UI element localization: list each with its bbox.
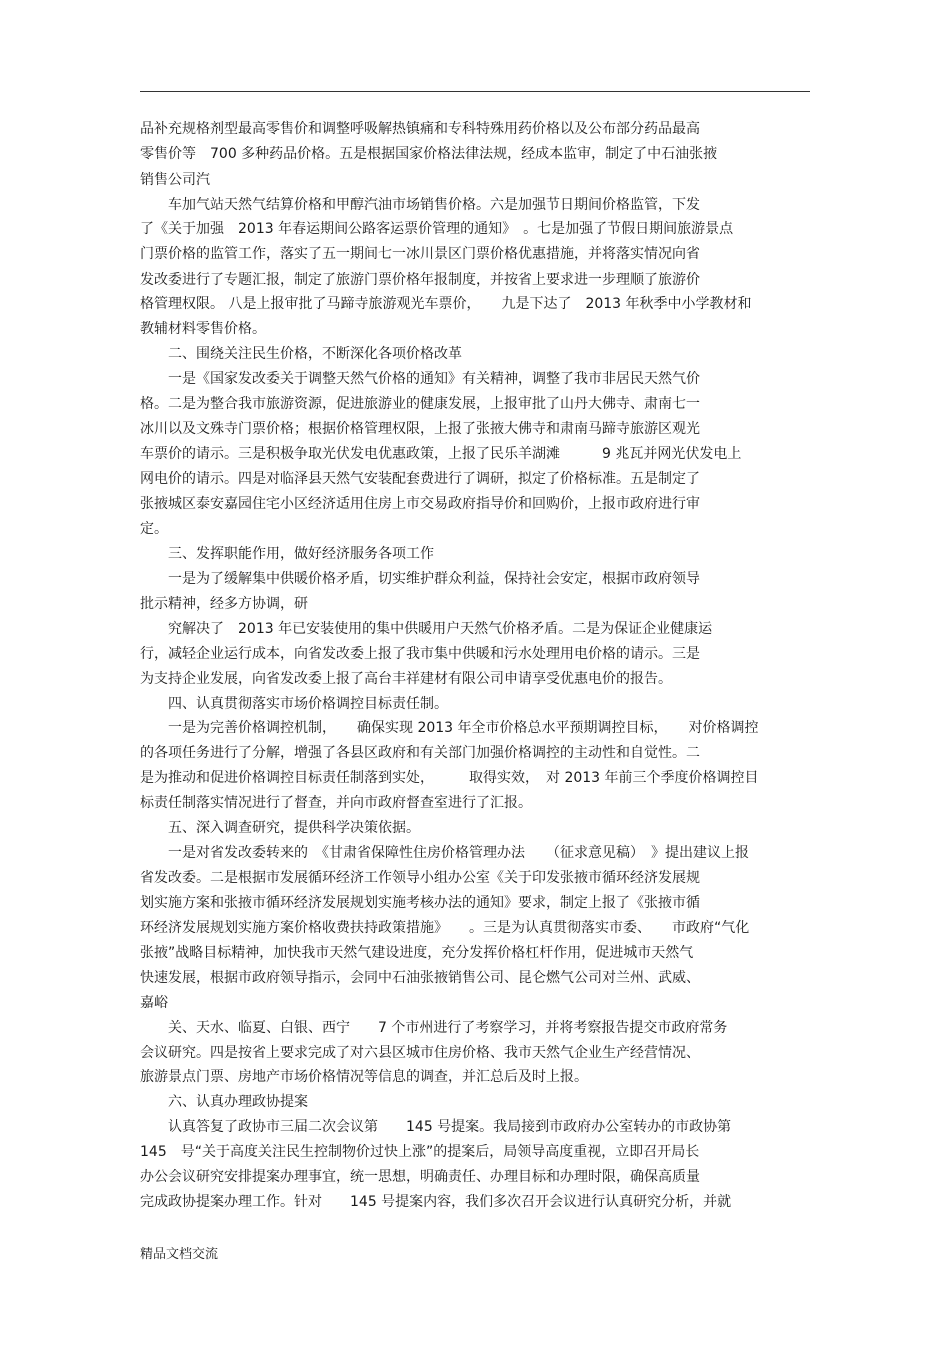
text-line: 究解决了 2013 年已安装使用的集中供暖用户天然气价格矛盾。二是为保证企业健康运: [168, 621, 713, 637]
text-line: 标责任制落实情况进行了督查，并向市政府督查室进行了汇报。: [140, 795, 532, 811]
text-line: 张掖”战略目标精神，加快我市天然气建设进度，充分发挥价格杠杆作用，促进城市天然气: [140, 945, 694, 961]
text-line: 会议研究。四是按省上要求完成了对六县区城市住房价格、我市天然气企业生产经营情况、: [140, 1045, 700, 1061]
page-footer: 精品文档交流: [140, 1247, 219, 1262]
text-line: 一是为完善价格调控机制， 确保实现 2013 年全市价格总水平预期调控目标， 对价格调控: [168, 720, 759, 736]
header-rule: [140, 91, 810, 92]
text-line: 为支持企业发展，向省发改委上报了高台丰祥建材有限公司申请享受优惠电价的报告。: [140, 671, 672, 687]
text-line: 省发改委。二是根据市发展循环经济工作领导小组办公室《关于印发张掖市循环经济发展规: [140, 870, 700, 886]
text-line: 行，减轻企业运行成本，向省发改委上报了我市集中供暖和污水处理用电价格的请示。三是: [140, 646, 700, 662]
text-line: 车加气站天然气结算价格和甲醇汽油市场销售价格。六是加强节日期间价格监管，下发: [168, 197, 700, 213]
text-line: 是为推动和促进价格调控目标责任制落到实处， 取得实效， 对 2013 年前三个季度价格调控目: [140, 770, 759, 786]
text-line: 定。: [140, 521, 168, 537]
text-line: 一是对省发改委转来的 《甘肃省保障性住房价格管理办法 （征求意见稿） 》提出建议上报: [168, 845, 749, 861]
text-line: 认真答复了政协市三届二次会议第 145 号提案。我局接到市政府办公室转办的市政协第: [168, 1119, 732, 1135]
text-line: 销售公司汽: [140, 172, 210, 188]
text-line: 零售价等 700 多种药品价格。五是根据国家价格法律法规，经成本监审，制定了中石油张掖: [140, 146, 718, 162]
text-line: 网电价的请示。四是对临泽县天然气安装配套费进行了调研，拟定了价格标准。五是制定了: [140, 471, 700, 487]
text-line: 关、天水、临夏、白银、西宁 7 个市州进行了考察学习，并将考察报告提交市政府常务: [168, 1020, 728, 1036]
text-line: 发改委进行了专题汇报，制定了旅游门票价格年报制度，并按省上要求进一步理顺了旅游价: [140, 272, 700, 288]
text-line: 车票价的请示。三是积极争取光伏发电优惠政策，上报了民乐羊湖滩 9 兆瓦并网光伏发电上: [140, 446, 742, 462]
text-line: 办公会议研究安排提案办理事宜，统一思想，明确责任、办理目标和办理时限，确保高质量: [140, 1169, 700, 1185]
text-line: 了《关于加强 2013 年春运期间公路客运票价管理的通知》 。七是加强了节假日期间旅游景点: [140, 221, 734, 237]
text-line: 品补充规格剂型最高零售价和调整呼吸解热镇痛和专科特殊用药价格以及公布部分药品最高: [140, 121, 700, 137]
section-heading: 三、发挥职能作用，做好经济服务各项工作: [168, 546, 434, 562]
text-line: 教辅材料零售价格。: [140, 321, 266, 337]
text-line: 批示精神，经多方协调，研: [140, 596, 308, 612]
text-line: 门票价格的监管工作，落实了五一期间七一冰川景区门票价格优惠措施，并将落实情况向省: [140, 246, 700, 262]
text-line: 完成政协提案办理工作。针对 145 号提案内容，我们多次召开会议进行认真研究分析，并就: [140, 1194, 732, 1210]
text-line: 嘉峪: [140, 995, 168, 1011]
section-heading: 四、认真贯彻落实市场价格调控目标责任制。: [168, 696, 448, 712]
section-heading: 二、围绕关注民生价格，不断深化各项价格改革: [168, 346, 462, 362]
text-line: 格。二是为整合我市旅游资源，促进旅游业的健康发展，上报审批了山丹大佛寺、肃南七一: [140, 396, 700, 412]
section-heading: 六、认真办理政协提案: [168, 1094, 308, 1110]
text-line: 格管理权限。 八是上报审批了马蹄寺旅游观光车票价， 九是下达了 2013 年秋季中小学教材和: [140, 296, 752, 312]
section-heading: 五、深入调查研究，提供科学决策依据。: [168, 820, 420, 836]
text-line: 旅游景点门票、房地产市场价格情况等信息的调查，并汇总后及时上报。: [140, 1069, 588, 1085]
text-line: 冰川以及文殊寺门票价格；根据价格管理权限，上报了张掖大佛寺和肃南马蹄寺旅游区观光: [140, 421, 700, 437]
text-line: 张掖城区泰安嘉园住宅小区经济适用住房上市交易政府指导价和回购价，上报市政府进行审: [140, 496, 700, 512]
text-line: 一是为了缓解集中供暖价格矛盾，切实维护群众利益，保持社会安定，根据市政府领导: [168, 571, 700, 587]
text-line: 一是《国家发改委关于调整天然气价格的通知》有关精神，调整了我市非居民天然气价: [168, 371, 700, 387]
text-line: 环经济发展规划实施方案价格收费扶持政策措施》 。三是为认真贯彻落实市委、 市政府“气化: [140, 920, 750, 936]
text-line: 的各项任务进行了分解，增强了各县区政府和有关部门加强价格调控的主动性和自觉性。二: [140, 745, 700, 761]
text-line: 快速发展，根据市政府领导指示，会同中石油张掖销售公司、昆仑燃气公司对兰州、武威、: [140, 970, 700, 986]
text-line: 145 号“关于高度关注民生控制物价过快上涨”的提案后，局领导高度重视，立即召开局长: [140, 1144, 700, 1160]
text-line: 划实施方案和张掖市循环经济发展规划实施考核办法的通知》要求，制定上报了《张掖市循: [140, 895, 700, 911]
